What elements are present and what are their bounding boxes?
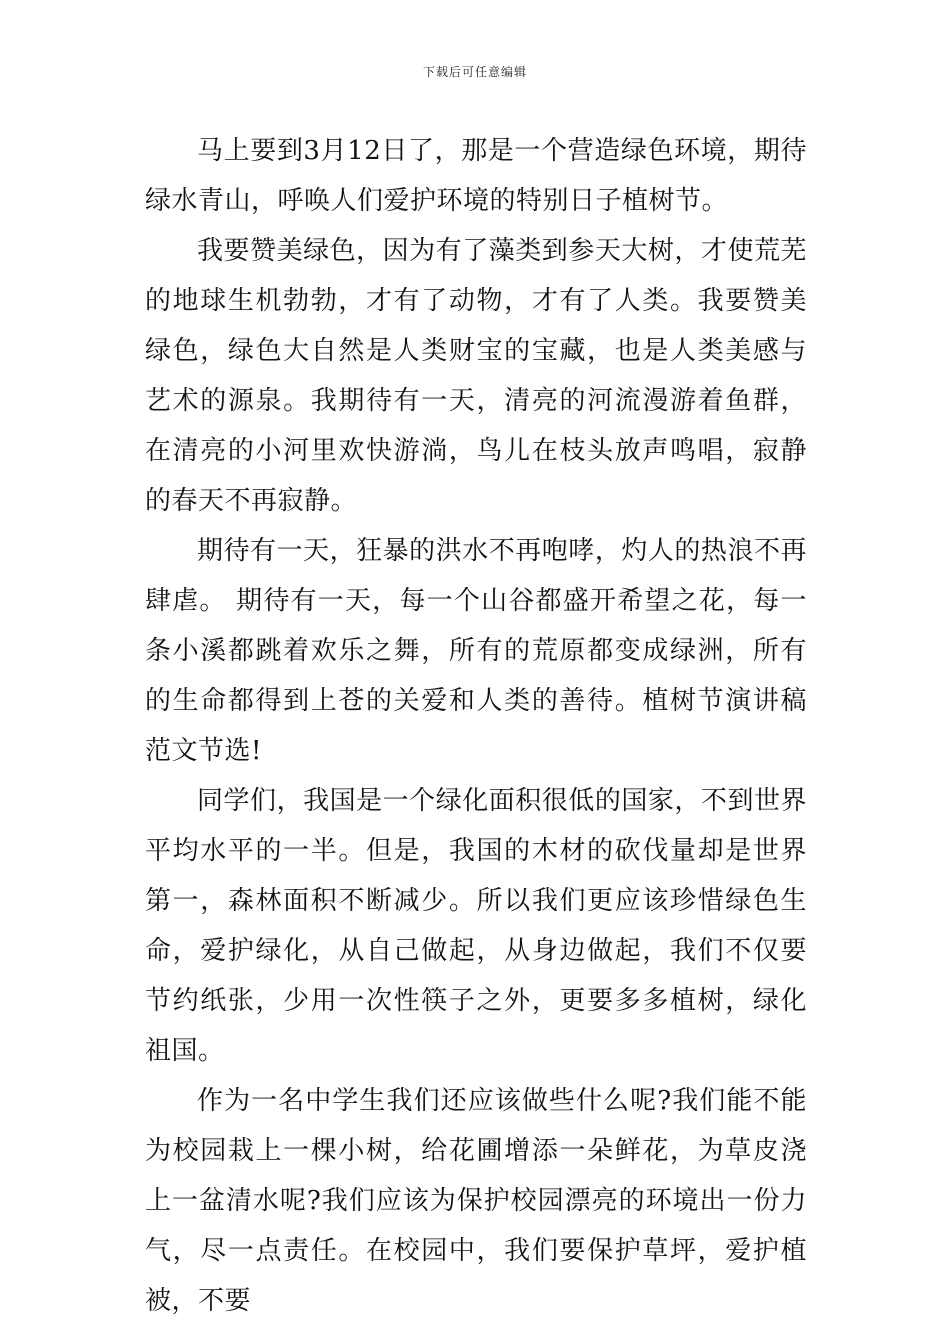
page-header: 下载后可任意编辑: [422, 65, 527, 79]
document-body: [145, 126, 807, 1326]
paragraph: 我要赞美绿色，因为有了藻类到参天大树，才使荒芜的地球生机勃勃，才有了动物，才有了人类。我要赞美绿色，绿色大自然是人类财宝的宝藏，也是人类美感与艺术的源泉。我期待有一天，清亮的河流漫游着鱼群，在清亮的小河里欢快游淌，鸟儿在枝头放声鸣唱，寂静的春天不再寂静。: [145, 236, 807, 516]
paragraph: 马上要到3月12日了，那是一个营造绿色环境，期待绿水青山，呼唤人们爱护环境的特别日子植树节。: [145, 136, 807, 216]
paragraph: 同学们，我国是一个绿化面积很低的国家，不到世界平均水平的一半。但是，我国的木材的砍伐量却是世界第一，森林面积不断减少。所以我们更应该珍惜绿色生命，爱护绿化，从自己做起，从身边做起，我们不仅要节约纸张，少用一次性筷子之外，更要多多植树，绿化祖国。: [145, 786, 807, 1066]
paragraph: 作为一名中学生我们还应该做些什么呢?我们能不能为校园栽上一棵小树，给花圃增添一朵鲜花，为草皮浇上一盆清水呢?我们应该为保护校园漂亮的环境出一份力气，尽一点责任。在校园中，我们要保护草坪，爱护植被，不要: [145, 1086, 807, 1316]
paragraph: 期待有一天，狂暴的洪水不再咆哮，灼人的热浪不再肆虐。 期待有一天，每一个山谷都盛开希望之花，每一条小溪都跳着欢乐之舞，所有的荒原都变成绿洲，所有的生命都得到上苍的关爱和人类的善待。植树节演讲稿范文节选!: [145, 536, 807, 766]
